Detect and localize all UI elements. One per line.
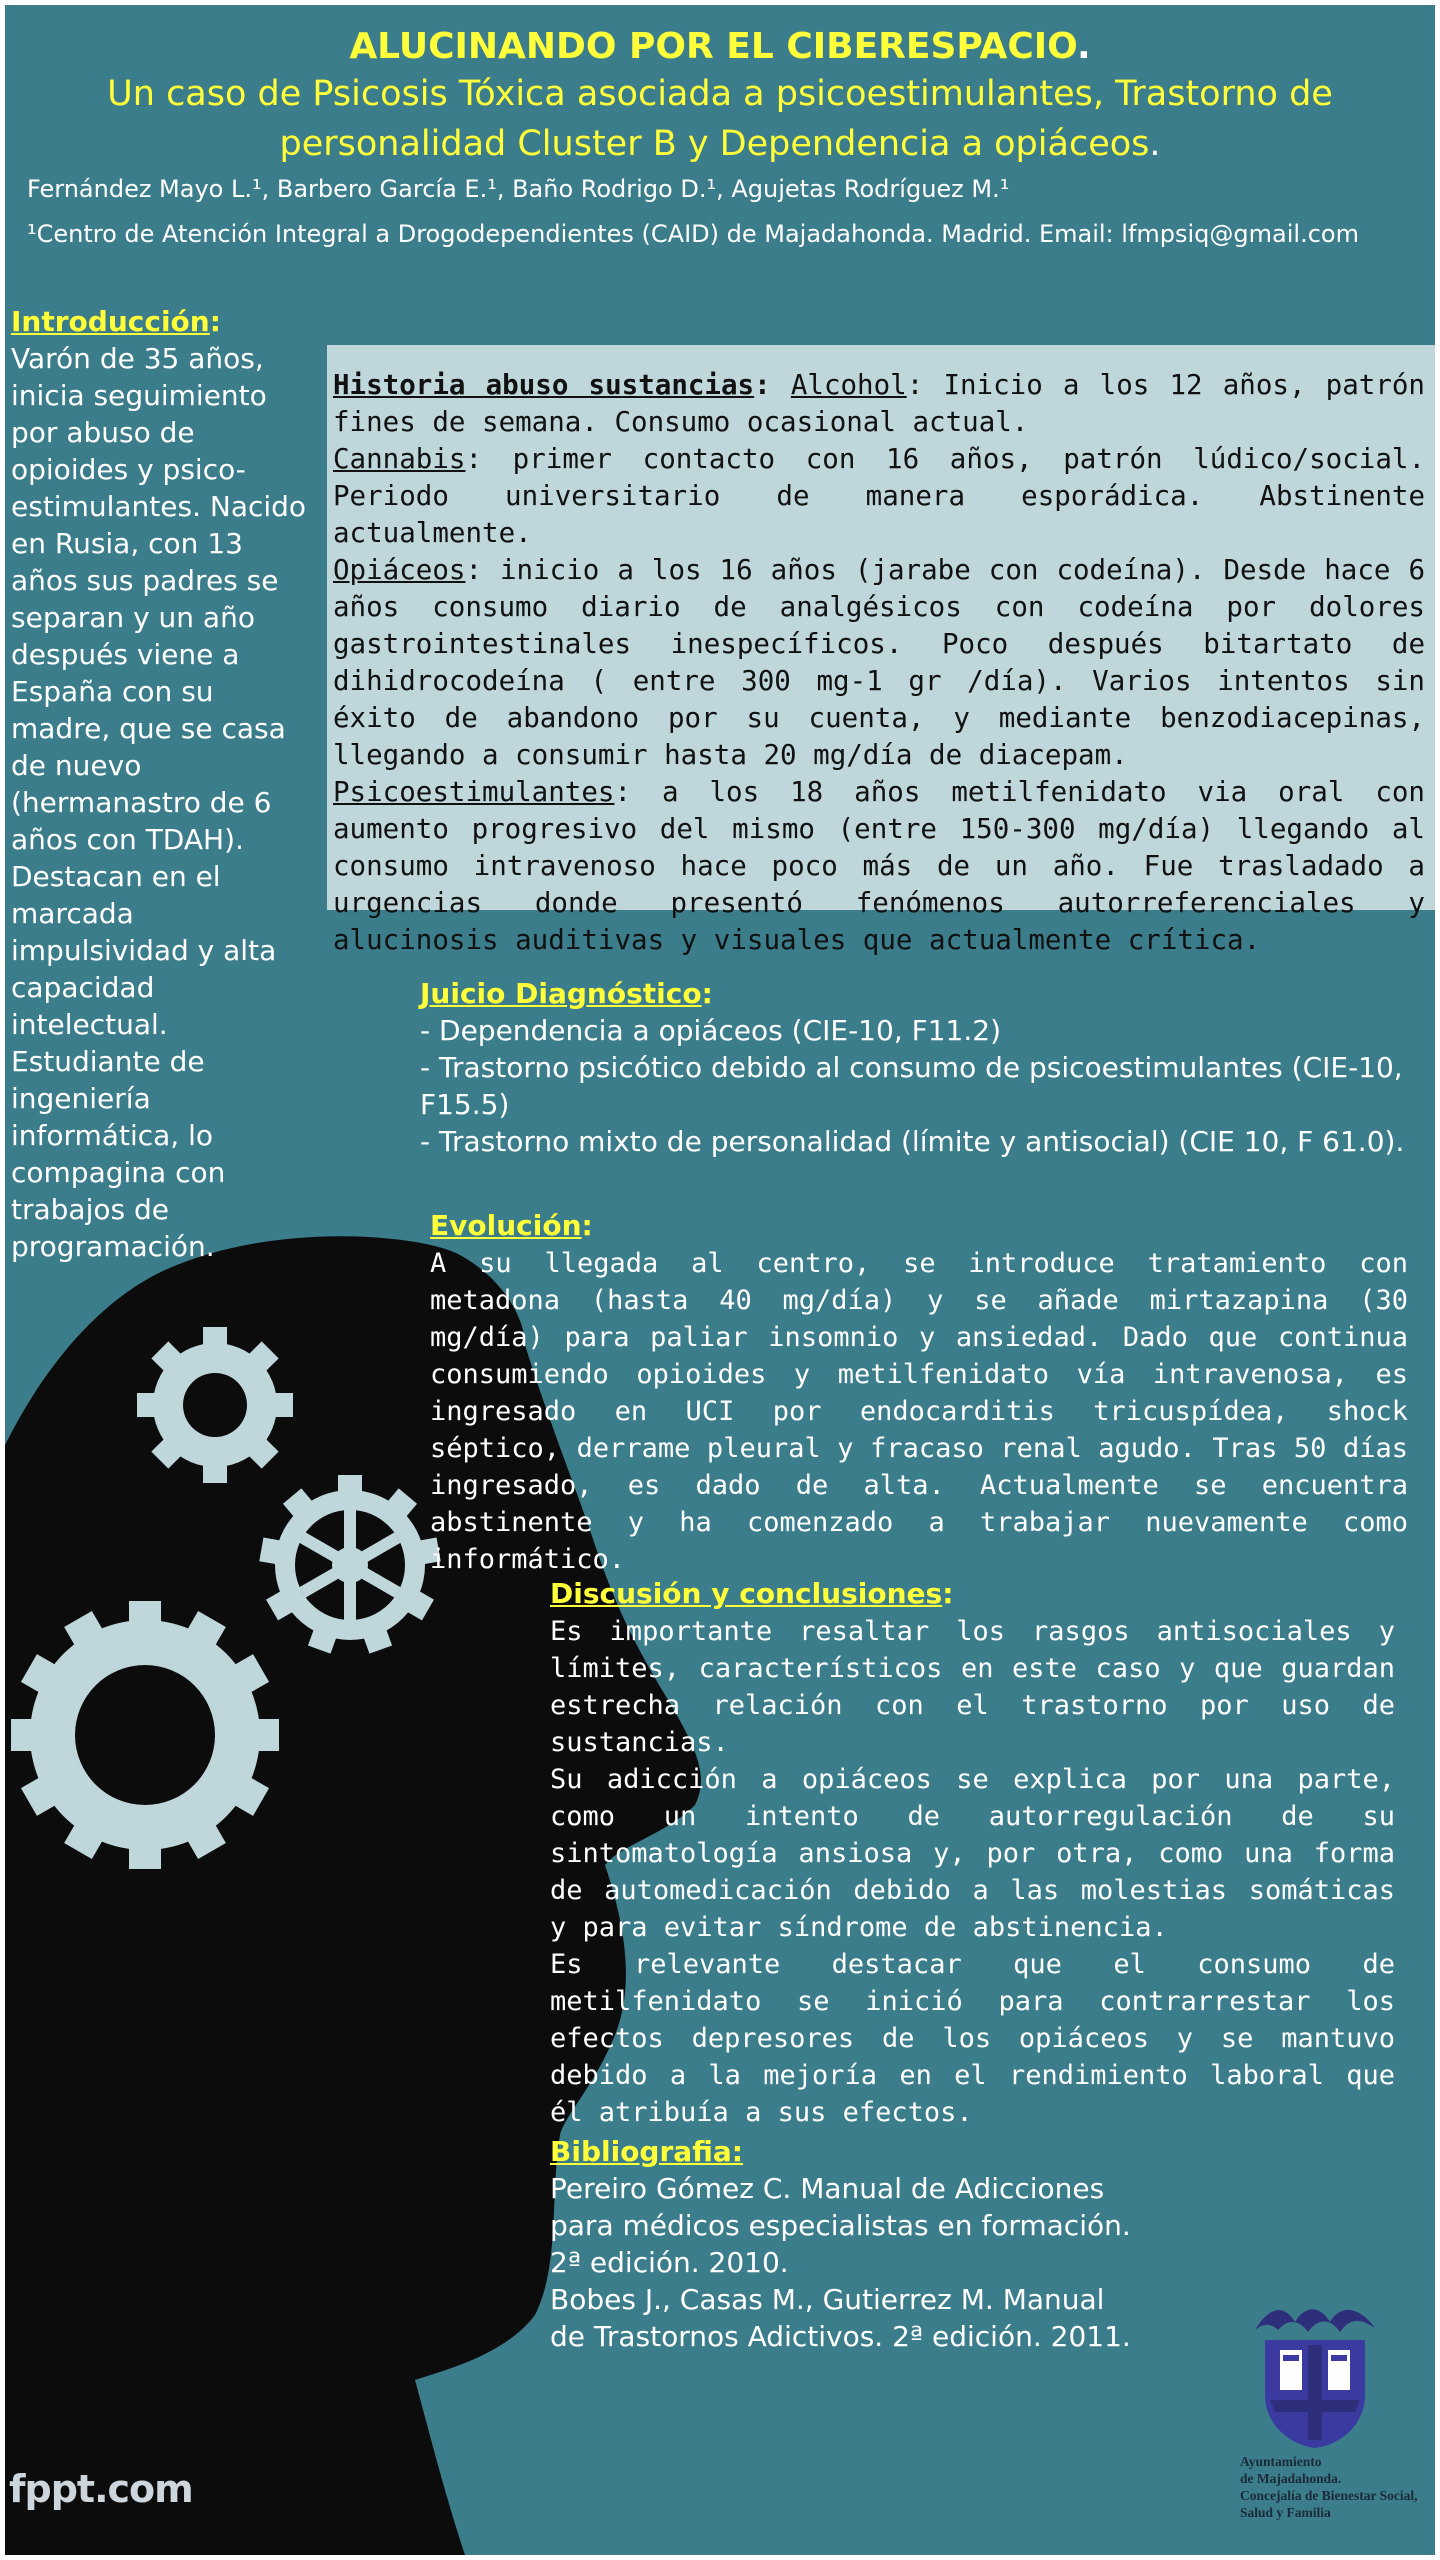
- discussion-paragraph: Es relevante destacar que el consumo de metilfenidato se inició para contrarrestar los efectos depresores de los opiáceos y se mantuvo debido a la mejoría en el rendimiento laboral que él atribuía a sus efectos.: [550, 1949, 1395, 2128]
- diagnosis-heading: Juicio Diagnóstico: [420, 977, 702, 1010]
- bibliography-line: Bobes J., Casas M., Gutierrez M. Manual: [550, 2283, 1105, 2316]
- bibliography-line: de Trastornos Adictivos. 2ª edición. 2011.: [550, 2320, 1131, 2353]
- discussion-paragraph: Su adicción a opiáceos se explica por una parte, como un intento de autorregulación de su sintomatología ansiosa y, por otra, como una forma de automedicación debido a las molestias somáticas y para evitar síndrome de abstinencia.: [550, 1764, 1395, 1943]
- evolution-text: A su llegada al centro, se introduce tratamiento con metadona (hasta 40 mg/día) y se añade mirtazapina (30 mg/día) para paliar insomnio y ansiedad. Dado que continua consumiendo opioides y metilfenidato vía intravenosa, es ingresado en UCI por endocarditis tricuspídea, shock séptico, derrame pleural y fracaso renal agudo. Tras 50 días ingresado, es dado de alta. Actualmente se encuentra abstinente y ha comenzado a trabajar nuevamente como informático.: [430, 1248, 1408, 1575]
- evolution-heading: Evolución: [430, 1209, 582, 1242]
- discussion-paragraph: Es importante resaltar los rasgos antisociales y límites, característicos en este caso y que guardan estrecha relación con el trastorno por uso de sustancias.: [550, 1616, 1395, 1758]
- poster: [5, 5, 1435, 2555]
- history-heading: Historia abuso sustancias: [333, 369, 755, 401]
- diagnosis-section: [420, 975, 1405, 1160]
- majadahonda-logo-icon: [1250, 2300, 1380, 2450]
- discussion-section: [550, 1575, 1395, 2131]
- gear-small-top-icon: [137, 1327, 293, 1483]
- psicoestimulantes-label: Psicoestimulantes: [333, 776, 615, 808]
- opiaceos-text: : inicio a los 16 años (jarabe con codeína). Desde hace 6 años consumo diario de analgésicos con codeína por dolores gastrointestinales inespecíficos. Poco después bitartato de dihidrocodeína ( entre 300 mg-1 gr /día). Varios intentos sin éxito de abandono por su cuenta, y mediante benzodiacepinas, llegando a consumir hasta 20 mg/día de diacepam.: [333, 554, 1425, 771]
- bibliography-line: 2ª edición. 2010.: [550, 2246, 789, 2279]
- evolution-section: [430, 1207, 1408, 1578]
- title-dot: .: [1076, 26, 1091, 67]
- diagnosis-item: - Trastorno psicótico debido al consumo de psicoestimulantes (CIE-10, F15.5): [420, 1051, 1403, 1121]
- bibliography-section: [550, 2133, 1250, 2355]
- poster-title: ALUCINANDO POR EL CIBERESPACIO.: [349, 26, 1091, 67]
- cannabis-label: Cannabis: [333, 443, 466, 475]
- psicoestimulantes-text: : a los 18 años metilfenidato via oral con aumento progresivo del mismo (entre 150-300 mg/día) llegando al consumo intravenoso hace poco más de un año. Fue trasladado a urgencias donde presentó fenómenos autorreferenciales y alucinosis auditivas y visuales que actualmente crítica.: [333, 776, 1425, 956]
- affiliation: ¹Centro de Atención Integral a Drogodependientes (CAID) de Majadahonda. Madrid. Email: lfmpsiq@gmail.com: [27, 220, 1359, 248]
- fppt-watermark: fppt.com: [9, 2467, 193, 2511]
- diagnosis-colon: :: [701, 977, 713, 1010]
- history-colon: :: [754, 369, 771, 401]
- opiaceos-label: Opiáceos: [333, 554, 466, 586]
- authors: Fernández Mayo L.¹, Barbero García E.¹, Baño Rodrigo D.¹, Agujetas Rodríguez M.¹: [27, 175, 1010, 203]
- diagnosis-item: - Trastorno mixto de personalidad (límite y antisocial) (CIE 10, F 61.0).: [420, 1125, 1405, 1158]
- logo-caption: Ayuntamiento de Majadahonda. Concejalía de Bienestar Social, Salud y Familia: [1240, 2454, 1418, 2520]
- cannabis-text: : primer contacto con 16 años, patrón lúdico/social. Periodo universitario de manera esporádica. Abstinente actualmente.: [333, 443, 1425, 549]
- alcohol-label: Alcohol: [790, 369, 907, 401]
- substance-history-box: [327, 345, 1435, 956]
- bibliography-line: Pereiro Gómez C. Manual de Adicciones: [550, 2172, 1105, 2205]
- evolution-colon: :: [581, 1209, 593, 1242]
- poster-subtitle: Un caso de Psicosis Tóxica asociada a psicoestimulantes, Trastorno de personalidad Cluster B y Dependencia a opiáceos.: [107, 74, 1333, 164]
- diagnosis-item: - Dependencia a opiáceos (CIE-10, F11.2): [420, 1014, 1001, 1047]
- subtitle-dot: .: [1149, 124, 1161, 164]
- discussion-colon: :: [942, 1577, 954, 1610]
- introduction-section: [11, 303, 311, 1265]
- discussion-heading: Discusión y conclusiones: [550, 1577, 943, 1610]
- introduction-heading: Introducción: [11, 305, 210, 338]
- bibliography-line: para médicos especialistas en formación.: [550, 2209, 1131, 2242]
- alcohol-text: : Inicio a los 12 años, patrón fines de semana. Consumo ocasional actual.: [333, 369, 1425, 438]
- bibliography-heading: Bibliografia:: [550, 2135, 744, 2168]
- introduction-colon: :: [209, 305, 221, 338]
- introduction-text: Varón de 35 años, inicia seguimiento por abuso de opioides y psico-estimulantes. Nacido en Rusia, con 13 años sus padres se separan y un año después viene a España con su madre, que se casa de nuevo (hermanastro de 6 años con TDAH). Destacan en el marcada impulsividad y alta capacidad intelectual. Estudiante de ingeniería informática, lo compagina con trabajos de programación.: [11, 342, 307, 1263]
